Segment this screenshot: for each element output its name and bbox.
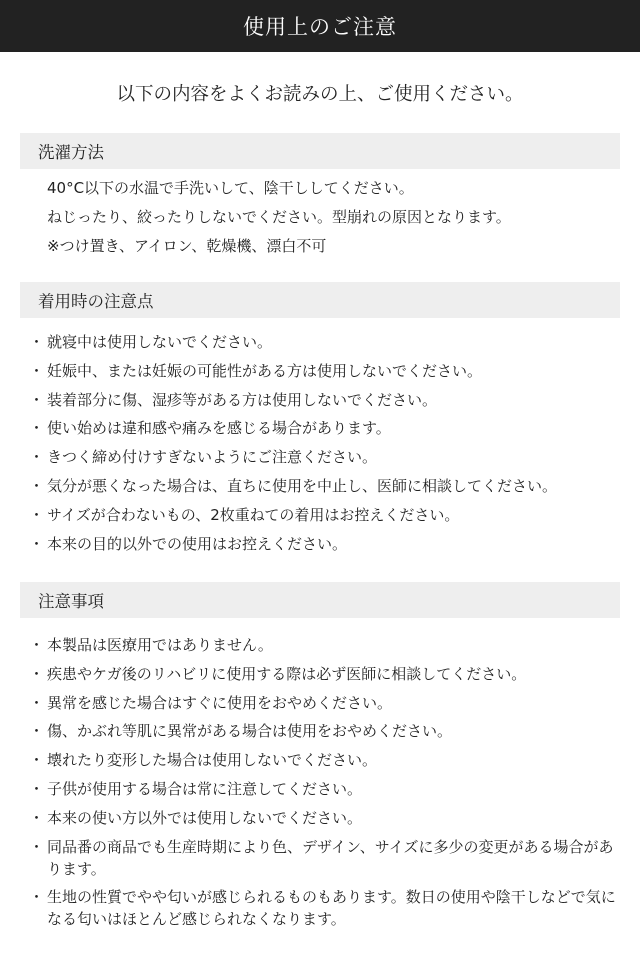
list-item: ・ サイズが合わないもの、2枚重ねての着用はお控えください。 — [0, 504, 640, 526]
list-item: ・ 疾患やケガ後のリハビリに使用する際は必ず医師に相談してください。 — [0, 663, 640, 685]
list-item: ・ 生地の性質でやや匂いが感じられるものもあります。数日の使用や陰干しなどで気になる匂いはほとんど感じられなくなります。 — [0, 886, 640, 930]
list-item: ・ 傷、かぶれ等肌に異常がある場合は使用をおやめください。 — [0, 720, 640, 742]
list-item: ・ きつく締め付けすぎないようにご注意ください。 — [0, 446, 640, 468]
washing-instructions — [0, 174, 640, 261]
wearing-precautions-list — [0, 331, 640, 561]
list-item: ・ 同品番の商品でも生産時期により色、デザイン、サイズに多少の変更がある場合があります。 — [0, 836, 640, 880]
section-heading-notes — [20, 582, 620, 618]
section-heading-washing — [20, 133, 620, 169]
list-item: ・ 気分が悪くなった場合は、直ちに使用を中止し、医師に相談してください。 — [0, 475, 640, 497]
washing-line: ※つけ置き、アイロン、乾燥機、漂白不可 — [47, 237, 327, 255]
list-item: ・ 本製品は医療用ではありません。 — [0, 634, 640, 656]
section-heading-wearing — [20, 282, 620, 318]
section-title: 着用時の注意点 — [38, 292, 154, 311]
page-header — [0, 0, 640, 52]
section-title: 注意事項 — [38, 592, 104, 611]
notes-list — [0, 634, 640, 937]
page-title: 使用上のご注意 — [243, 15, 397, 39]
list-item: ・ 就寝中は使用しないでください。 — [0, 331, 640, 353]
list-item: ・ 異常を感じた場合はすぐに使用をおやめください。 — [0, 692, 640, 714]
list-item: ・ 妊娠中、または妊娠の可能性がある方は使用しないでください。 — [0, 360, 640, 382]
list-item: ・ 壊れたり変形した場合は使用しないでください。 — [0, 749, 640, 771]
list-item: ・ 使い始めは違和感や痛みを感じる場合があります。 — [0, 417, 640, 439]
intro-text: 以下の内容をよくお読みの上、ご使用ください。 — [116, 84, 524, 105]
washing-line: ねじったり、絞ったりしないでください。型崩れの原因となります。 — [47, 208, 511, 226]
list-item: ・ 装着部分に傷、湿疹等がある方は使用しないでください。 — [0, 389, 640, 411]
section-title: 洗濯方法 — [38, 143, 104, 162]
list-item: ・ 本来の使い方以外では使用しないでください。 — [0, 807, 640, 829]
washing-line: 40°C以下の水温で手洗いして、陰干ししてください。 — [47, 179, 414, 197]
list-item: ・ 本来の目的以外での使用はお控えください。 — [0, 533, 640, 555]
list-item: ・ 子供が使用する場合は常に注意してください。 — [0, 778, 640, 800]
